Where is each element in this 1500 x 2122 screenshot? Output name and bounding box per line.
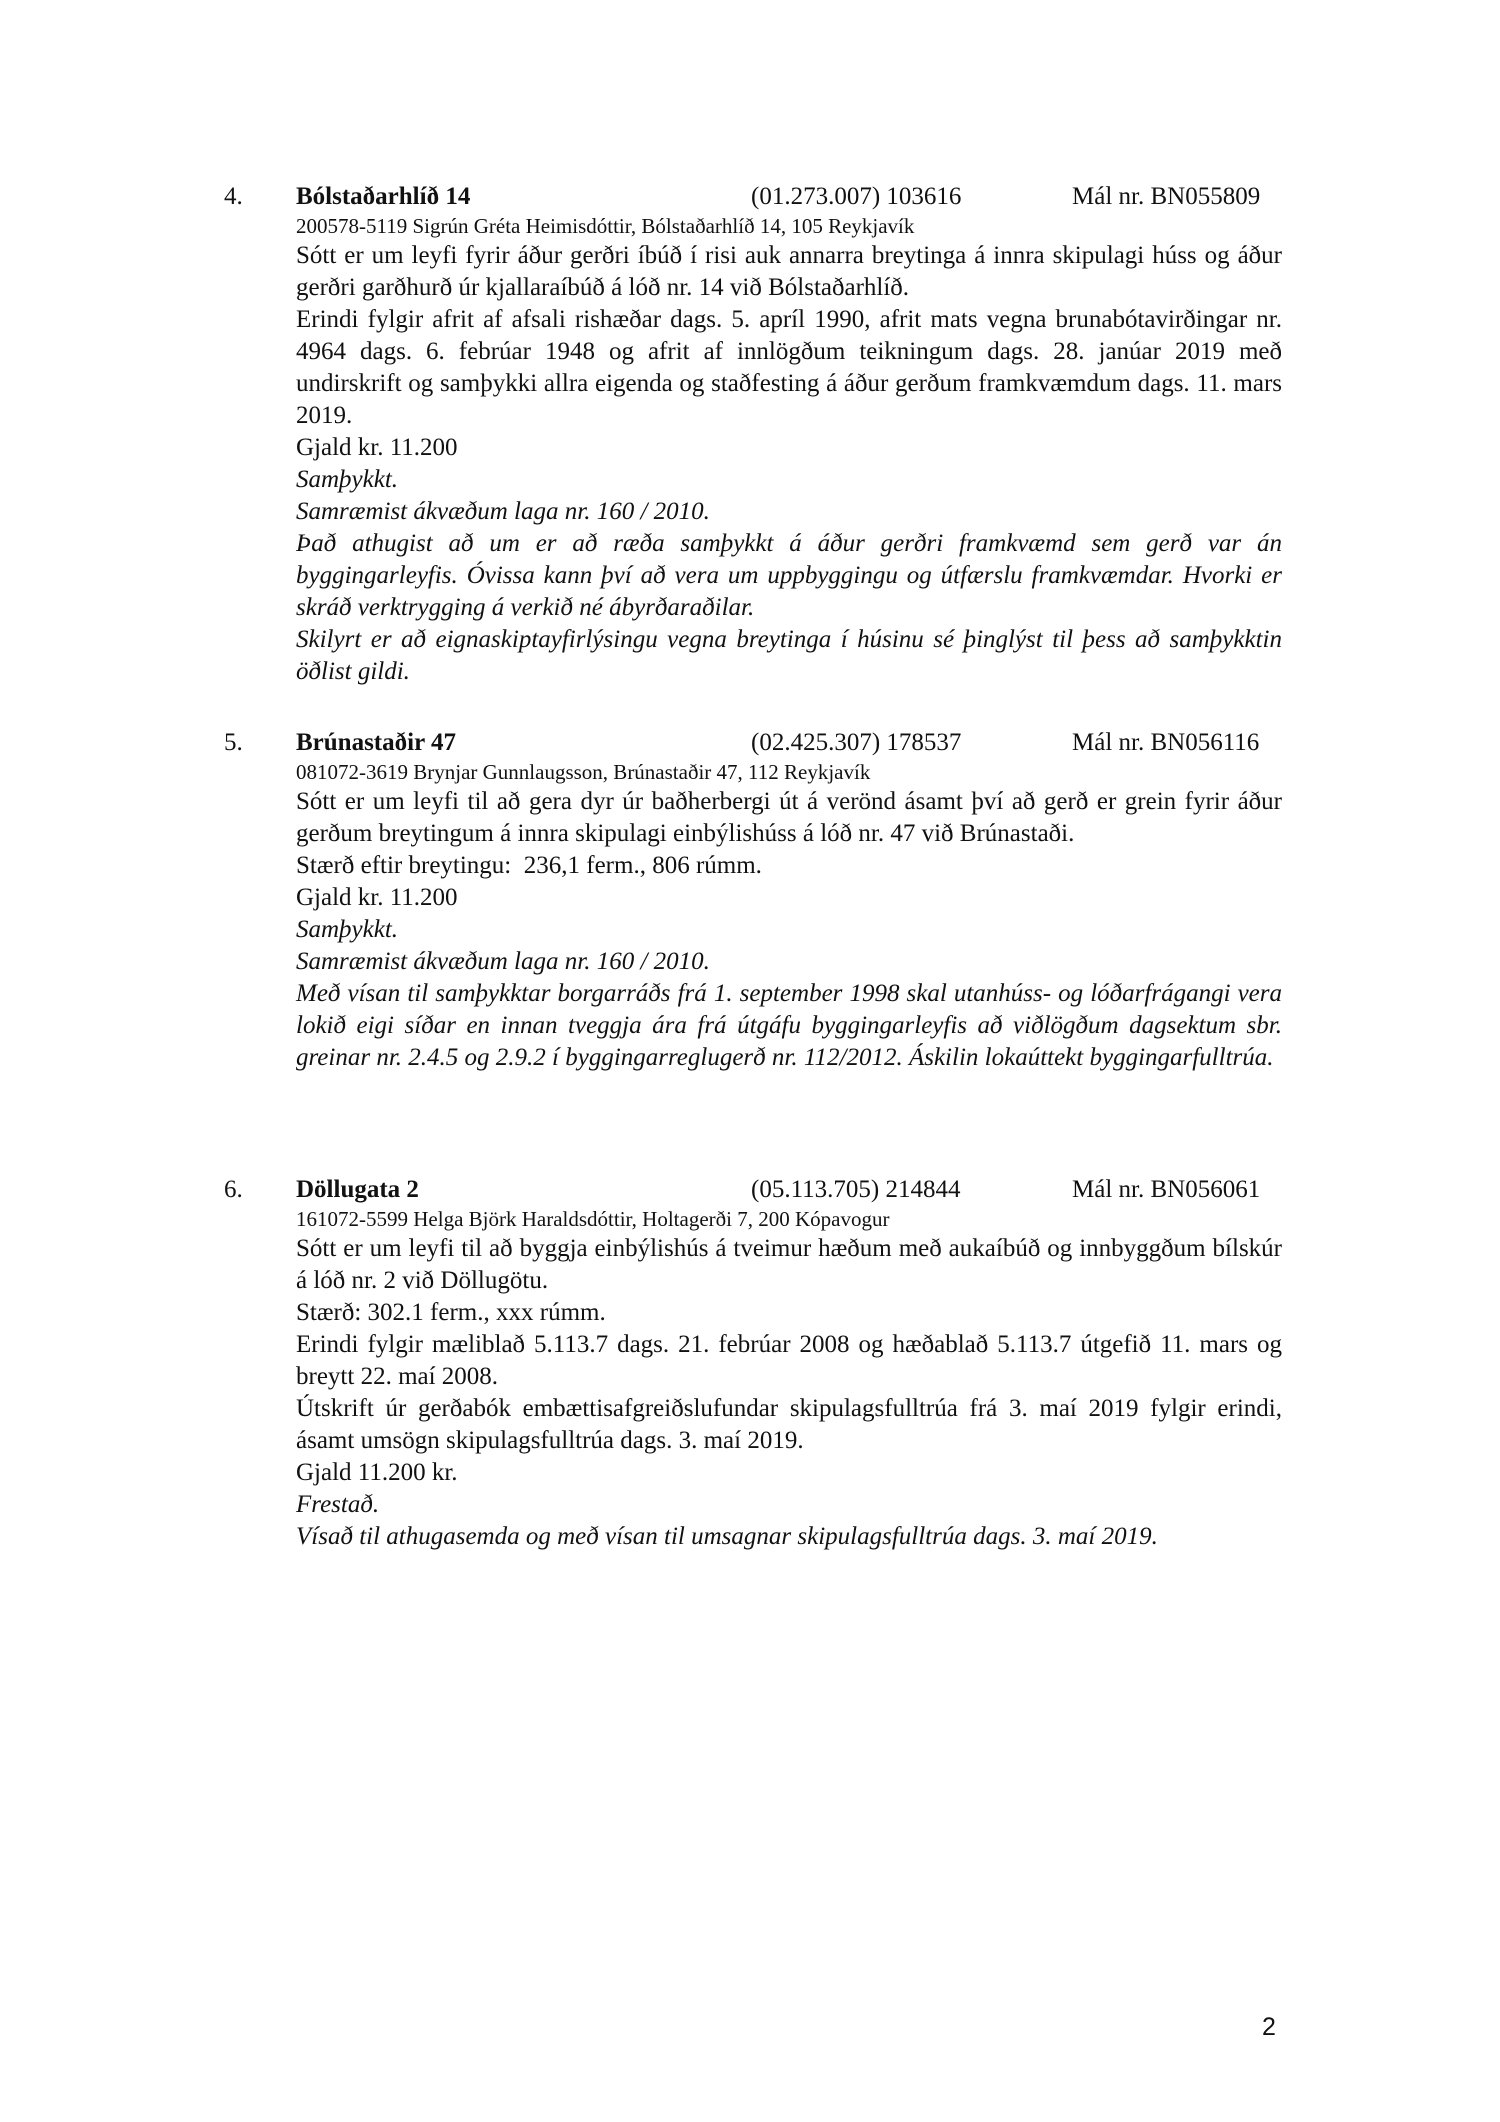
item-number: 4. xyxy=(224,183,243,210)
page-number: 2 xyxy=(1262,2013,1276,2041)
item-fee: Gjald 11.200 kr. xyxy=(296,1459,458,1486)
item-land-reference: (05.113.705) 214844 xyxy=(751,1176,961,1203)
item-land-reference: (02.425.307) 178537 xyxy=(751,729,962,756)
item-applicant: 081072-3619 Brynjar Gunnlaugsson, Brúnastaðir 47, 112 Reykjavík xyxy=(296,760,871,784)
item-address: Döllugata 2 xyxy=(296,1176,419,1203)
item-decision-note: Það athugist að um er að ræða samþykkt á áður gerðri framkvæmd sem gerð var án byggingarleyfis. Óvissa kann því að vera um uppbyggingu og útfærslu framkvæmdar. Hvorki er skráð verktrygging á verkið né ábyrðaraðilar. xyxy=(296,530,1282,621)
item-header xyxy=(224,1174,1284,1206)
item-decision-note: Með vísan til samþykktar borgarráðs frá 1. september 1998 skal utanhúss- og lóðarfrágangi vera lokið eigi síðar en innan tveggja ára frá útgáfu byggingarleyfis að viðlögðum dagsektum sbr. greinar nr. 2.4.5 og 2.9.2 í byggingarreglugerð nr. 112/2012. Áskilin lokaúttekt byggingarfulltrúa. xyxy=(296,980,1282,1071)
item-case-number: Mál nr. BN056116 xyxy=(1072,729,1260,756)
item-case-number: Mál nr. BN055809 xyxy=(1072,183,1261,210)
item-decision: Frestað. xyxy=(296,1491,380,1518)
item-number: 5. xyxy=(224,729,243,756)
item-decision-note: Samræmist ákvæðum laga nr. 160 / 2010. xyxy=(296,498,710,525)
item-decision: Samþykkt. xyxy=(296,466,399,493)
item-body xyxy=(296,1206,1282,1553)
item-case-number: Mál nr. BN056061 xyxy=(1072,1176,1261,1203)
item-decision-note: Samræmist ákvæðum laga nr. 160 / 2010. xyxy=(296,948,710,975)
agenda-item xyxy=(224,727,1284,1074)
item-size: Stærð: 302.1 ferm., xxx rúmm. xyxy=(296,1299,606,1326)
item-decision: Samþykkt. xyxy=(296,916,399,943)
item-paragraph: Erindi fylgir afrit af afsali rishæðar dags. 5. apríl 1990, afrit mats vegna brunabótavirðingar nr. 4964 dags. 6. febrúar 1948 og afrit af innlögðum teikningum dags. 28. janúar 2019 með undirskrift og samþykki allra eigenda og staðfesting á áður gerðum framkvæmdum dags. 11. mars 2019. xyxy=(296,306,1282,429)
item-paragraph: Sótt er um leyfi til að gera dyr úr baðherbergi út á verönd ásamt því að gerð er grein fyrir áður gerðum breytingum á innra skipulagi einbýlishúss á lóð nr. 47 við Brúnastaði. xyxy=(296,788,1282,847)
item-header xyxy=(224,181,1284,213)
item-paragraph: Sótt er um leyfi fyrir áður gerðri íbúð í risi auk annarra breytinga á innra skipulagi húss og áður gerðri garðhurð úr kjallaraíbúð á lóð nr. 14 við Bólstaðarhlíð. xyxy=(296,242,1282,301)
item-fee: Gjald kr. 11.200 xyxy=(296,434,458,461)
item-applicant: 161072-5599 Helga Björk Haraldsdóttir, Holtagerði 7, 200 Kópavogur xyxy=(296,1207,890,1231)
item-applicant: 200578-5119 Sigrún Gréta Heimisdóttir, Bólstaðarhlíð 14, 105 Reykjavík xyxy=(296,214,915,238)
item-decision-note: Skilyrt er að eignaskiptayfirlýsingu vegna breytinga í húsinu sé þinglýst til þess að samþykktin öðlist gildi. xyxy=(296,626,1282,685)
item-paragraph: Sótt er um leyfi til að byggja einbýlishús á tveimur hæðum með aukaíbúð og innbyggðum bílskúr á lóð nr. 2 við Döllugötu. xyxy=(296,1235,1282,1294)
item-size: Stærð eftir breytingu: 236,1 ferm., 806 rúmm. xyxy=(296,852,762,879)
item-number: 6. xyxy=(224,1176,243,1203)
item-header xyxy=(224,727,1284,759)
agenda-item xyxy=(224,181,1284,688)
item-land-reference: (01.273.007) 103616 xyxy=(751,183,962,210)
item-address: Brúnastaðir 47 xyxy=(296,729,456,756)
item-body xyxy=(296,213,1282,688)
item-paragraph: Erindi fylgir mæliblað 5.113.7 dags. 21. febrúar 2008 og hæðablað 5.113.7 útgefið 11. mars og breytt 22. maí 2008. xyxy=(296,1331,1282,1390)
item-paragraph: Útskrift úr gerðabók embættisafgreiðslufundar skipulagsfulltrúa frá 3. maí 2019 fylgir erindi, ásamt umsögn skipulagsfulltrúa dags. 3. maí 2019. xyxy=(296,1395,1282,1454)
agenda-item xyxy=(224,1174,1284,1553)
item-decision-note: Vísað til athugasemda og með vísan til umsagnar skipulagsfulltrúa dags. 3. maí 2019. xyxy=(296,1523,1158,1550)
item-fee: Gjald kr. 11.200 xyxy=(296,884,458,911)
item-address: Bólstaðarhlíð 14 xyxy=(296,183,471,210)
item-body xyxy=(296,759,1282,1074)
